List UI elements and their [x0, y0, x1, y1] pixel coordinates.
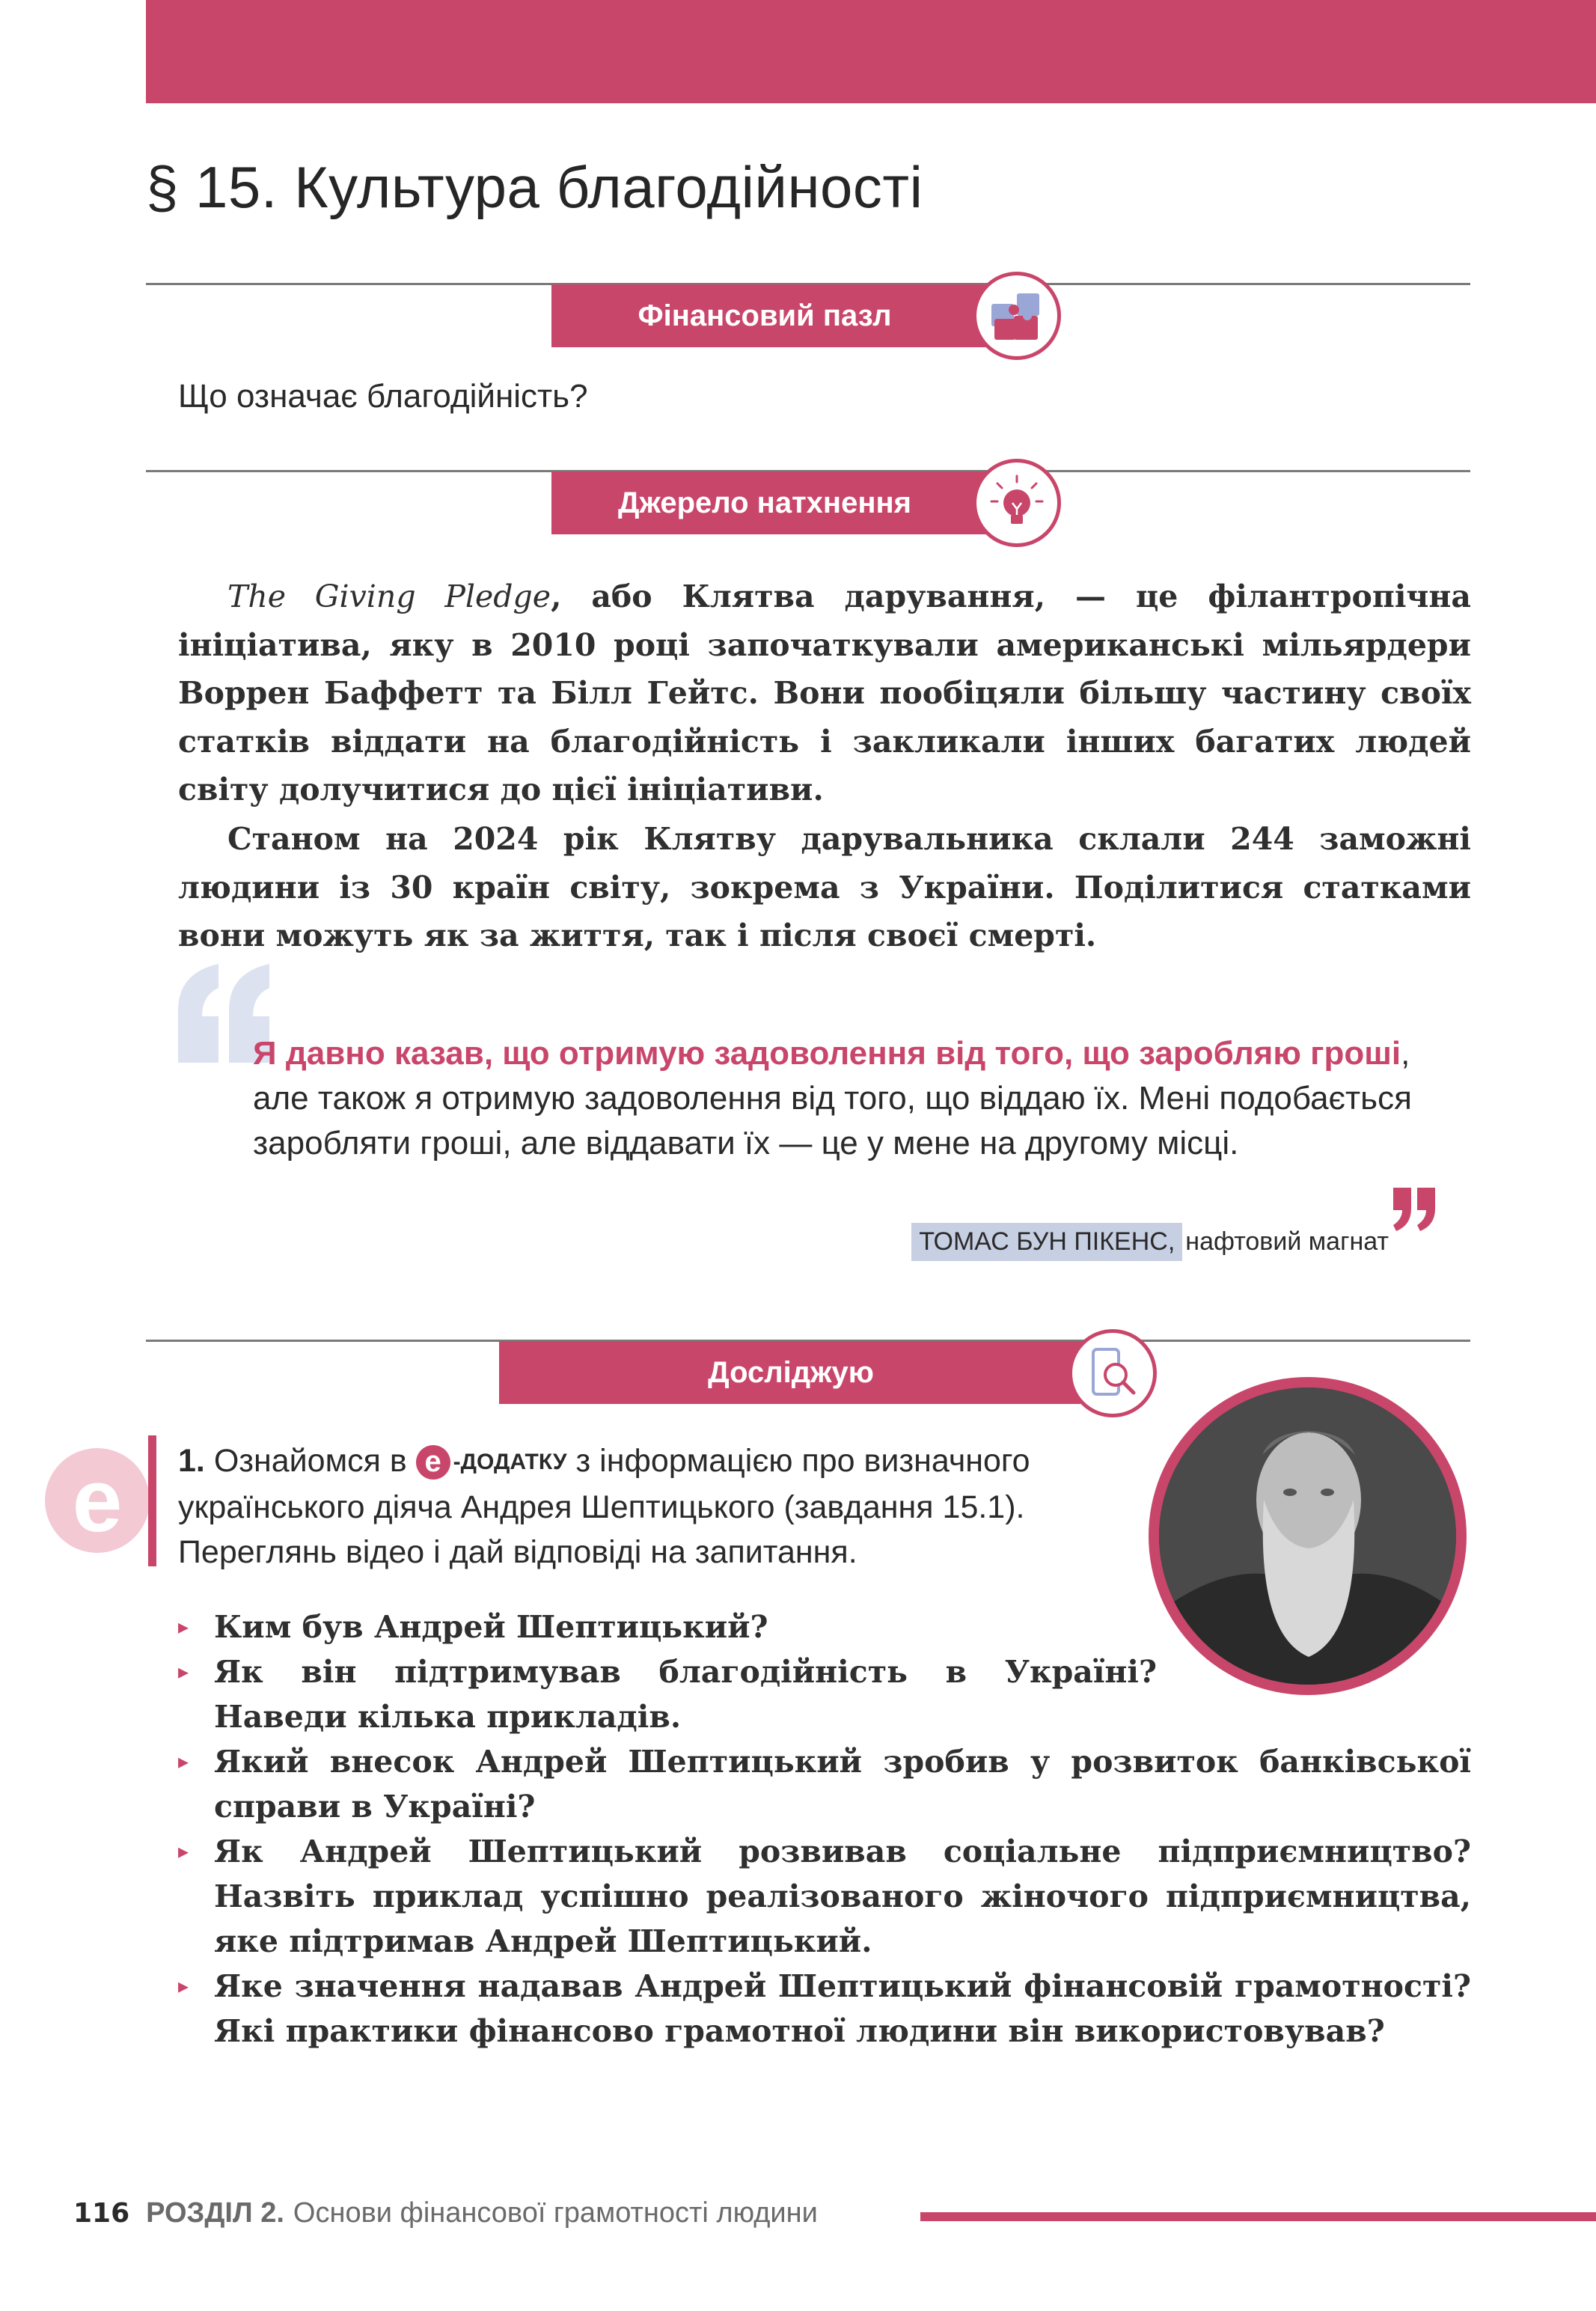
- question-list: [178, 1605, 1471, 2054]
- quote-highlight: Я давно казав, що отримую задоволення від того, що заробляю гроші: [253, 1035, 1401, 1072]
- section-label-inspiration: Джерело натхнення: [618, 486, 911, 519]
- task-number: 1.: [178, 1443, 205, 1479]
- footer-section-title: Основи фінансової грамотності людини: [293, 2197, 818, 2229]
- close-quote-icon: [1390, 1186, 1440, 1236]
- list-item: ▸ Як він підтримував благодійність в Україні? Наведи кілька прикладів.: [178, 1649, 1471, 1739]
- page-title: § 15. Культура благодійності: [146, 154, 923, 220]
- quote-rest: , але також я отримую задоволення від того, що віддаю їх. Мені подобається заробляти гроші, але віддавати їх — це у мене на другому місці.: [253, 1035, 1412, 1161]
- top-color-band: [146, 0, 1596, 103]
- pledge-paragraph-1: [178, 573, 1471, 814]
- pledge-paragraph-2: [178, 815, 1471, 960]
- footer-accent-line: [920, 2212, 1596, 2221]
- section-tab-puzzle: [551, 284, 1030, 347]
- list-item: ▸ Ким був Андрей Шептицький?: [178, 1605, 1471, 1649]
- task-text: 1. Ознайомся в e -ДОДАТКУ з інформацією про визначного українського діяча Андрея Шептицького (завдання 15.1). Переглянь відео і дай відповіді на запитання.: [178, 1438, 1173, 1575]
- pledge-text-2: Станом на 2024 рік Клятву дарувальника склали 244 заможні людини із 30 країн світу, зокрема з України. Поділитися статками вони можуть як за життя, так і після своєї смерті.: [178, 821, 1471, 953]
- bullet-arrow-icon: ▸: [178, 1973, 189, 1998]
- page-number: 116: [73, 2198, 130, 2229]
- footer-section: РОЗДІЛ 2.: [146, 2197, 284, 2229]
- puzzle-icon: [973, 272, 1061, 360]
- pledge-text-1: , або Клятва дарування, — це філантропічна ініціатива, яку в 2010 році започаткували американські мільярдери Воррен Баффетт та Білл Гейтс. Вони пообіцяли більшу частину своїх статків віддати на благодійність і закликали інших багатих людей світу долучитися до цієї ініціативи.: [178, 578, 1472, 808]
- section-tab-research: [499, 1341, 1135, 1404]
- section-label-research: Досліджую: [708, 1355, 874, 1389]
- section-label-puzzle: Фінансовий пазл: [638, 299, 892, 332]
- list-item: ▸ Як Андрей Шептицький розвивав соціальне підприємництво? Назвіть приклад успішно реалізованого жіночого підприємництва, яке підтримав Андрей Шептицький.: [178, 1829, 1471, 1964]
- pledge-italic-title: The Giving Pledge: [227, 578, 551, 614]
- list-item: ▸ Який внесок Андрей Шептицький зробив у розвиток банківської справи в Україні?: [178, 1739, 1471, 1829]
- bullet-arrow-icon: ▸: [178, 1659, 189, 1684]
- author-name: ТОМАС БУН ПІКЕНС,: [911, 1223, 1182, 1261]
- e-addendum-logo: e: [45, 1448, 150, 1553]
- question-text: Що означає благодійність?: [178, 378, 588, 415]
- quote-author: [911, 1223, 1389, 1261]
- bullet-arrow-icon: ▸: [178, 1614, 189, 1639]
- task-accent-bar: [148, 1435, 156, 1566]
- e-addendum-icon: e: [416, 1445, 450, 1480]
- section-tab-inspiration: [551, 471, 1030, 534]
- e-addendum-link[interactable]: e -ДОДАТКУ: [416, 1440, 567, 1485]
- bullet-arrow-icon: ▸: [178, 1749, 189, 1774]
- page-footer: [73, 2197, 818, 2229]
- lightbulb-icon: [973, 459, 1061, 547]
- list-item: ▸ Яке значення надавав Андрей Шептицький фінансовій грамотності? Які практики фінансово грамотної людини він використовував?: [178, 1964, 1471, 2054]
- magnifier-phone-icon: [1068, 1329, 1157, 1417]
- author-role: нафтовий магнат: [1185, 1227, 1389, 1256]
- bullet-arrow-icon: ▸: [178, 1839, 189, 1863]
- quote-text: [253, 1031, 1420, 1166]
